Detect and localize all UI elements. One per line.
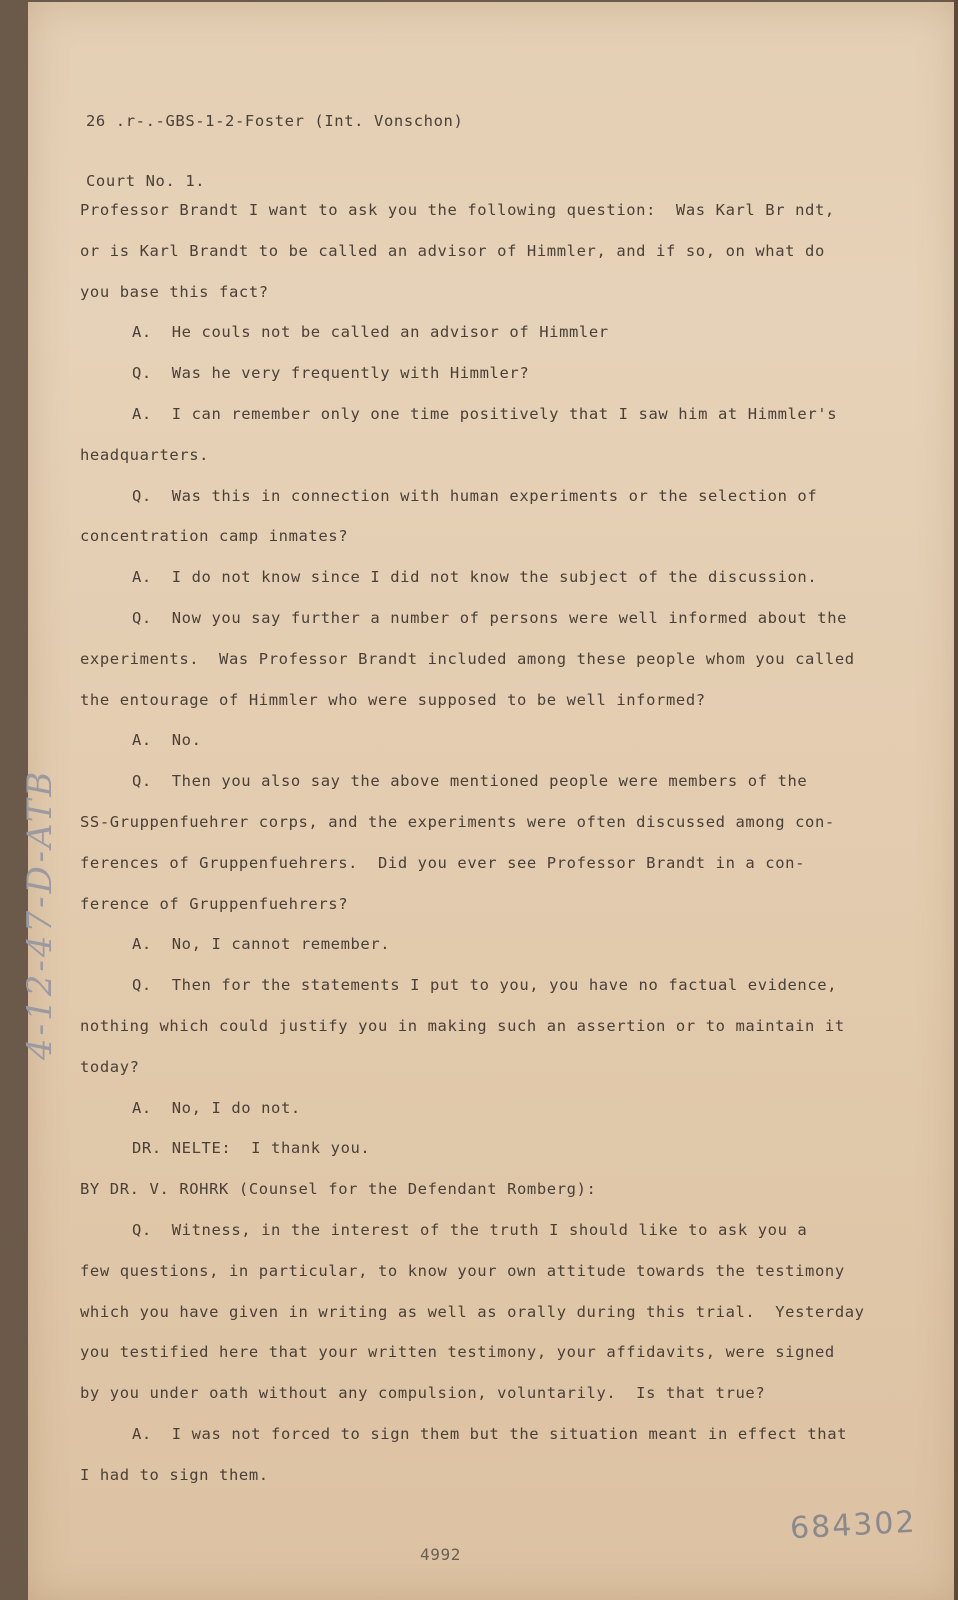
transcript-line: or is Karl Brandt to be called an advisor of Himmler, and if so, on what do [80, 241, 825, 260]
transcript-line: Q. Then for the statements I put to you, you have no factual evidence, [132, 976, 838, 995]
transcript-line: ference of Gruppenfuehrers? [80, 894, 349, 913]
page-edge [954, 0, 958, 1600]
header-line-1: 26 .r-.-GBS-1-2-Foster (Int. Vonschon) [86, 112, 464, 130]
transcript-line: Q. Was he very frequently with Himmler? [132, 364, 530, 383]
transcript-line: A. No. [132, 731, 202, 750]
transcript-line: A. I was not forced to sign them but the situation meant in effect that [132, 1424, 848, 1443]
transcript-line: SS-Gruppenfuehrer corps, and the experiments were often discussed among con- [80, 812, 835, 831]
transcript-line: by you under oath without any compulsion, voluntarily. Is that true? [80, 1384, 766, 1403]
header-line-2: Court No. 1. [86, 172, 206, 190]
transcript-line: A. He couls not be called an advisor of Himmler [132, 323, 609, 342]
transcript-line: Q. Witness, in the interest of the truth I should like to ask you a [132, 1220, 808, 1239]
transcript-line: A. No, I do not. [132, 1098, 301, 1117]
transcript-line: Q. Was this in connection with human experiments or the selection of [132, 486, 818, 505]
transcript-line: Q. Then you also say the above mentioned people were members of the [132, 772, 808, 791]
transcript-line: Professor Brandt I want to ask you the following question: Was Karl Br ndt, [80, 201, 835, 219]
transcript-line: Q. Now you say further a number of persons were well informed about the [132, 608, 848, 627]
handwritten-document-number: 684302 [789, 1504, 918, 1547]
transcript-line: A. I can remember only one time positively that I saw him at Himmler's [132, 404, 838, 423]
transcript-line: headquarters. [80, 445, 210, 464]
transcript-body [80, 190, 880, 1496]
transcript-line: today? [80, 1057, 140, 1076]
handwritten-side-annotation: 4-12-47-D-ATB [20, 768, 60, 1060]
transcript-line: you testified here that your written testimony, your affidavits, were signed [80, 1343, 835, 1362]
transcript-line: BY DR. V. ROHRK (Counsel for the Defendant Romberg): [80, 1180, 597, 1199]
transcript-line: which you have given in writing as well as orally during this trial. Yesterday [80, 1302, 865, 1321]
transcript-line: ferences of Gruppenfuehrers. Did you ever see Professor Brandt in a con- [80, 853, 806, 872]
transcript-line: experiments. Was Professor Brandt included among these people whom you called [80, 649, 855, 668]
transcript-line: concentration camp inmates? [80, 527, 349, 546]
transcript-line: A. No, I cannot remember. [132, 935, 391, 954]
transcript-line: you base this fact? [80, 282, 269, 301]
page-number: 4992 [420, 1545, 461, 1564]
transcript-line: I had to sign them. [80, 1465, 269, 1484]
transcript-line: DR. NELTE: I thank you. [132, 1139, 371, 1158]
transcript-line: few questions, in particular, to know your own attitude towards the testimony [80, 1261, 845, 1280]
transcript-line: A. I do not know since I did not know the subject of the discussion. [132, 568, 818, 587]
transcript-line: the entourage of Himmler who were supposed to be well informed? [80, 690, 706, 709]
transcript-line: nothing which could justify you in making such an assertion or to maintain it [80, 1016, 845, 1035]
